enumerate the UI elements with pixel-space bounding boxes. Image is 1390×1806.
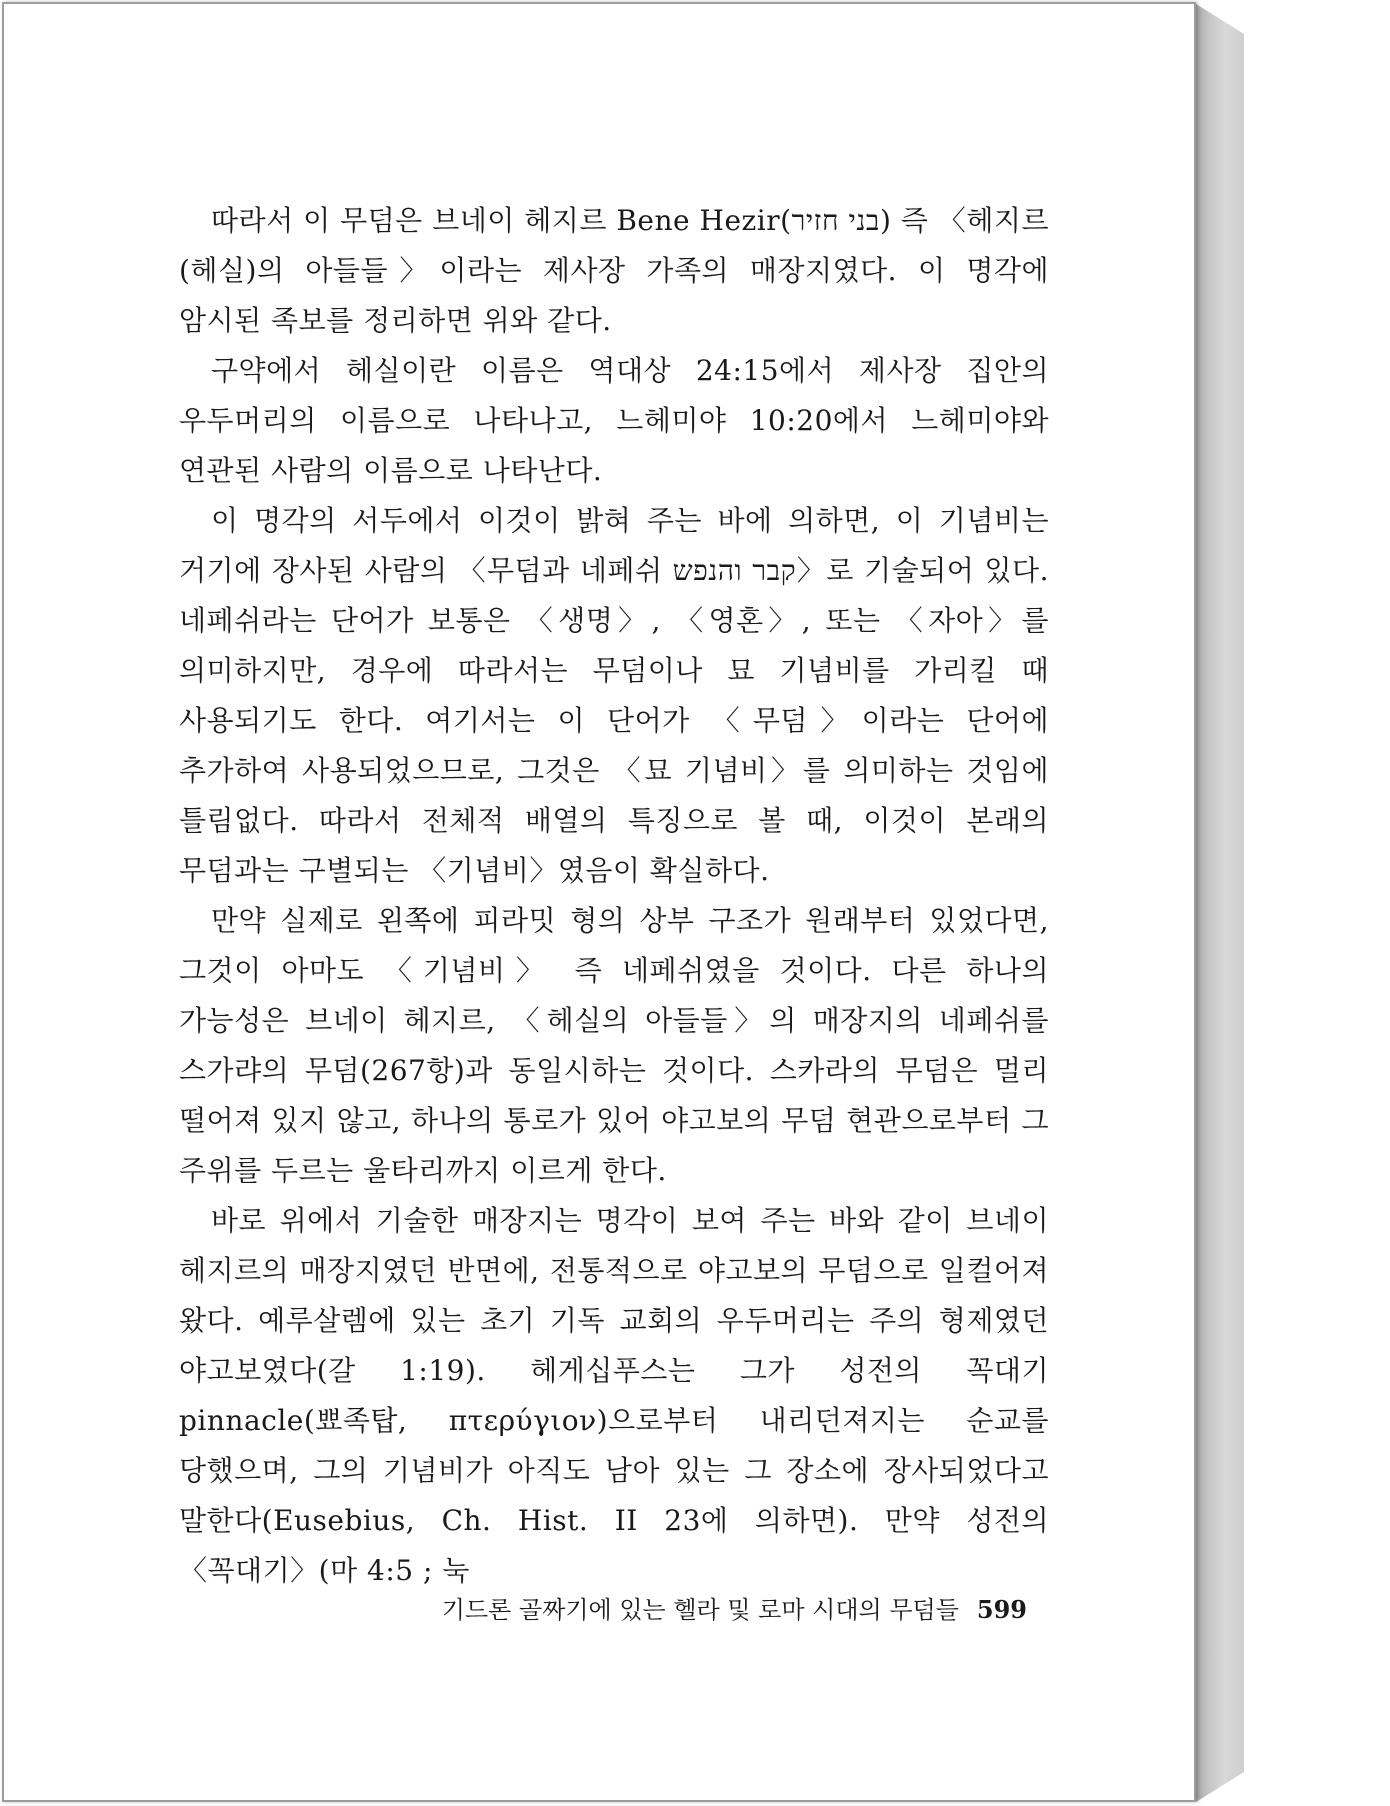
page-number: 599 — [976, 1595, 1027, 1624]
running-title: 기드론 골짜기에 있는 헬라 및 로마 시대의 무덤들 — [441, 1596, 959, 1624]
paragraph-1: 따라서 이 무덤은 브네이 헤지르 Bene Hezir(בני חזיר) 즉 〈헤지르(헤실)의 아들들〉이라는 제사장 가족의 매장지였다. 이 명각에 암시된 족보를 정리하면 위와 같다. — [179, 204, 1049, 337]
page-footer — [179, 1590, 1027, 1625]
paragraph-4: 만약 실제로 왼쪽에 피라밋 형의 상부 구조가 원래부터 있었다면, 그것이 아마도 〈기념비〉 즉 네페쉬였을 것이다. 다른 하나의 가능성은 브네이 헤지르, 〈헤실의 아들들〉의 매장지의 네페쉬를 스가랴의 무덤(267항)과 동일시하는 것이다. 스카라의 무덤은 멀리 떨어져 있지 않고, 하나의 통로가 있어 야고보의 무덤 현관으로부터 그 주위를 두르는 울타리까지 이르게 한다. — [179, 904, 1049, 1187]
paragraph-2: 구약에서 헤실이란 이름은 역대상 24:15에서 제사장 집안의 우두머리의 이름으로 나타나고, 느헤미야 10:20에서 느헤미야와 연관된 사람의 이름으로 나타난다. — [179, 354, 1049, 487]
book-page — [2, 2, 1196, 1802]
paragraph-3: 이 명각의 서두에서 이것이 밝혀 주는 바에 의하면, 이 기념비는 거기에 장사된 사람의 〈무덤과 네페쉬 קבר והנפש〉로 기술되어 있다. 네페쉬라는 단어가 보통은 〈생명〉, 〈영혼〉, 또는 〈자아〉를 의미하지만, 경우에 따라서는 무덤이나 묘 기념비를 가리킬 때 사용되기도 한다. 여기서는 이 단어가 〈무덤〉이라는 단어에 추가하여 사용되었으므로, 그것은 〈묘 기념비〉를 의미하는 것임에 틀림없다. 따라서 전체적 배열의 특징으로 볼 때, 이것이 본래의 무덤과는 구별되는 〈기념비〉였음이 확실하다. — [179, 504, 1049, 887]
body-text — [179, 196, 1049, 1596]
paragraph-5: 바로 위에서 기술한 매장지는 명각이 보여 주는 바와 같이 브네이 헤지르의 매장지였던 반면에, 전통적으로 야고보의 무덤으로 일컬어져 왔다. 예루살렘에 있는 초기 기독 교회의 우두머리는 주의 형제였던 야고보였다(갈 1:19). 헤게십푸스는 그가 성전의 꼭대기 pinnacle(뾰족탑, πτερύγιον)으로부터 내리던져지는 순교를 당했으며, 그의 기념비가 아직도 남아 있는 그 장소에 장사되었다고 말한다(Eusebius, Ch. Hist. II 23에 의하면). 만약 성전의 〈꼭대기〉(마 4:5 ; 눅 — [179, 1204, 1049, 1587]
page-block-edge — [1196, 4, 1244, 1802]
